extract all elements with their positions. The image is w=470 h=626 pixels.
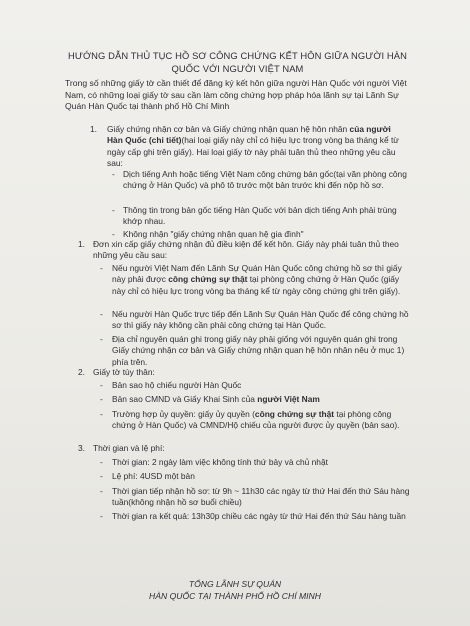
title-line-2: QUỐC VỚI NGƯỜI VIỆT NAM (171, 63, 304, 74)
section-3-text: Giấy tờ tùy thân: (93, 367, 155, 377)
dash-marker: - (100, 334, 103, 344)
dash-marker: - (100, 409, 103, 419)
section-2-item-1 (112, 263, 412, 297)
signature-block (120, 578, 350, 602)
section-2-text: Đơn xin cấp giấy chứng nhận đủ điều kiện để kết hôn. Giấy này phải tuân thủ theo những yêu cầu sau: (93, 239, 399, 261)
dash-marker: - (112, 205, 115, 215)
dash-marker: - (100, 471, 103, 481)
section-4-text: Thời gian và lệ phí: (93, 443, 165, 453)
dash-marker: - (100, 511, 103, 521)
section-3-item-2-a: Bản sao CMND và Giấy Khai Sinh của (112, 394, 258, 404)
dash-marker: - (100, 457, 103, 467)
section-3-number: 2. (78, 367, 85, 377)
section-1-item-1: Dịch tiếng Anh hoặc tiếng Việt Nam công chứng bản gốc(tại văn phòng công chứng ở Hàn Quốc) và phô tô trước một bản trước khi đến nộp hồ sơ. (123, 169, 407, 191)
section-2-item-3: Địa chỉ nguyên quán ghi trong giấy này phải giống với nguyên quán ghi trong Giấy chứng nhận cơ bản và Giấy chứng nhận quan hệ hôn nhân nêu ở mục 1) phía trên. (112, 334, 405, 367)
section-1-text-b: (hai loại giấy này chỉ có hiệu lực trong vòng ba tháng kể từ ngày cấp ghi trên giấy). Hai loại giấy tờ này phải tuân thủ theo những yêu cầu sau: (107, 135, 399, 168)
title-line-1: HƯỚNG DẪN THỦ TỤC HỒ SƠ CÔNG CHỨNG KẾT HÔN GIỮA NGƯỜI HÀN (68, 50, 407, 61)
section-1-text-bold: của người Hàn Quốc (chi tiết) (107, 124, 391, 146)
intro-paragraph: Trong số những giấy tờ cần thiết để đăng ký kết hôn giữa người Hàn Quốc với người Việt Nam, có những loại giấy tờ sau cần làm công chứng hợp pháp hóa lãnh sự tại Lãnh Sự Quán Hàn Quốc tại thành phố Hồ Chí Minh (65, 78, 407, 112)
section-3-item-2-bold: người Việt Nam (257, 394, 320, 404)
section-4-item-3: Thời gian tiếp nhận hồ sơ: từ 9h ~ 11h30 các ngày từ thứ Hai đến thứ Sáu hàng tuần(không nhận hồ sơ buổi chiều) (112, 486, 410, 508)
section-2-number: 1. (78, 239, 85, 249)
section-2-item-2: Nếu người Hàn Quốc trực tiếp đến Lãnh Sự Quán Hàn Quốc để công chứng hồ sơ thì giấy này không cần phải công chứng tại Hàn Quốc. (112, 309, 409, 331)
section-2-item-1-a: Nếu người Việt Nam đến Lãnh Sự Quán Hàn Quốc công chứng hồ sơ thì giấy này phải được (112, 263, 402, 285)
section-4-number: 3. (78, 443, 85, 453)
signature-line-1: TỔNG LÃNH SỰ QUÁN (188, 579, 282, 589)
section-3-item-3 (112, 409, 412, 432)
dash-marker: - (100, 380, 103, 390)
section-3-item-3-b: tại phòng công chứng ở Hàn Quốc) và CMND/Hộ chiếu của người được ủy quyền (bản sao). (112, 409, 400, 431)
dash-marker: - (100, 309, 103, 319)
section-4-item-4: Thời gian ra kết quả: 13h30p chiều các ngày từ thứ Hai đến thứ Sáu hàng tuần (112, 511, 406, 521)
section-2-item-1-b: tại phòng công chứng ở Hàn Quốc (giấy này chỉ có hiệu lực trong vòng ba tháng kể từ ngày công chứng ghi trên giấy). (112, 274, 401, 296)
dash-marker: - (100, 486, 103, 496)
section-3-item-3-a: Trường hợp ủy quyền: giấy ủy quyền ( (112, 409, 255, 419)
dash-marker: - (112, 169, 115, 179)
dash-marker: - (112, 229, 115, 239)
section-1-item-3: Không nhận "giấy chứng nhận quan hệ gia đình" (123, 229, 304, 239)
section-1-text-a: Giấy chứng nhận cơ bản và Giấy chứng nhận quan hệ hôn nhân (107, 124, 350, 134)
document-title (60, 49, 415, 75)
section-3-item-2 (112, 394, 412, 405)
signature-line-2: HÀN QUỐC TẠI THÀNH PHỐ HỒ CHÍ MINH (149, 591, 321, 601)
section-1-text (107, 124, 407, 169)
section-4-item-2: Lệ phí: 4USD một bản (112, 471, 195, 481)
section-4-item-1: Thời gian: 2 ngày làm việc không tính thứ bảy và chủ nhật (112, 457, 328, 467)
section-3-item-1: Bản sao hộ chiếu người Hàn Quốc (112, 380, 242, 390)
section-2-item-1-bold: công chứng sự thật (168, 274, 248, 285)
dash-marker: - (100, 263, 103, 273)
section-3-item-3-bold: công chứng sự thật (254, 409, 335, 419)
dash-marker: - (100, 394, 103, 404)
section-1-number: 1. (90, 124, 97, 134)
section-1-item-2: Thông tin trong bản gốc tiếng Hàn Quốc với bản dịch tiếng Anh phải trùng khớp nhau. (123, 205, 397, 227)
